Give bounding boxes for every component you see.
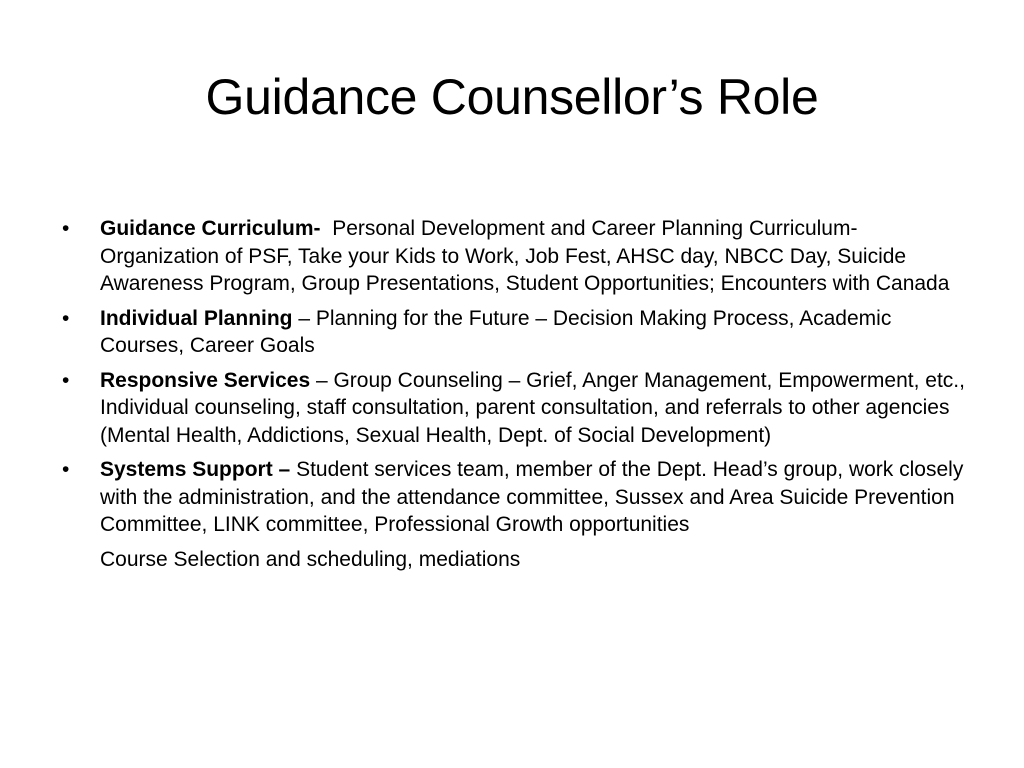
bullet-marker: • bbox=[62, 368, 70, 392]
bullet-item-individual-planning bbox=[62, 305, 967, 360]
bullet-text: Personal Development and Career Planning Curriculum- Organization of PSF, Take your Kids to Work, Job Fest, AHSC day, NBCC Day, Suicide Awareness Program, Group Presentations, Student Opportunities; Encounters with Canada bbox=[100, 217, 950, 295]
slide-title: Guidance Counsellor’s Role bbox=[205, 69, 819, 125]
continuation-line: Course Selection and scheduling, mediations bbox=[100, 547, 521, 571]
bullet-text: – Planning for the Future – Decision Making Process, Academic Courses, Career Goals bbox=[100, 306, 892, 357]
bullet-item-responsive-services bbox=[62, 367, 967, 450]
bullet-item-guidance-curriculum bbox=[62, 215, 967, 298]
bullet-text: – Group Counseling – Grief, Anger Management, Empowerment, etc., Individual counseling, staff consultation, parent consultation, and referrals to other agencies (Mental Health, Addictions, Sexual Health, Dept. of Social Development) bbox=[100, 368, 965, 447]
bullet-lead: Individual Planning bbox=[100, 306, 293, 330]
bullet-list bbox=[62, 215, 967, 573]
bullet-lead: Systems Support – bbox=[100, 458, 291, 481]
bullet-item-systems-support bbox=[62, 456, 967, 539]
bullet-lead: Guidance Curriculum- bbox=[100, 217, 321, 240]
bullet-marker: • bbox=[62, 306, 70, 330]
bullet-marker: • bbox=[62, 458, 70, 481]
bullet-lead: Responsive Services bbox=[100, 368, 311, 392]
bullet-marker: • bbox=[62, 217, 70, 240]
bullet-text: Student services team, member of the Dept. Head’s group, work closely with the administration, and the attendance committee, Sussex and Area Suicide Prevention Committee, LINK committee, Professional Growth opportunities bbox=[100, 458, 964, 536]
